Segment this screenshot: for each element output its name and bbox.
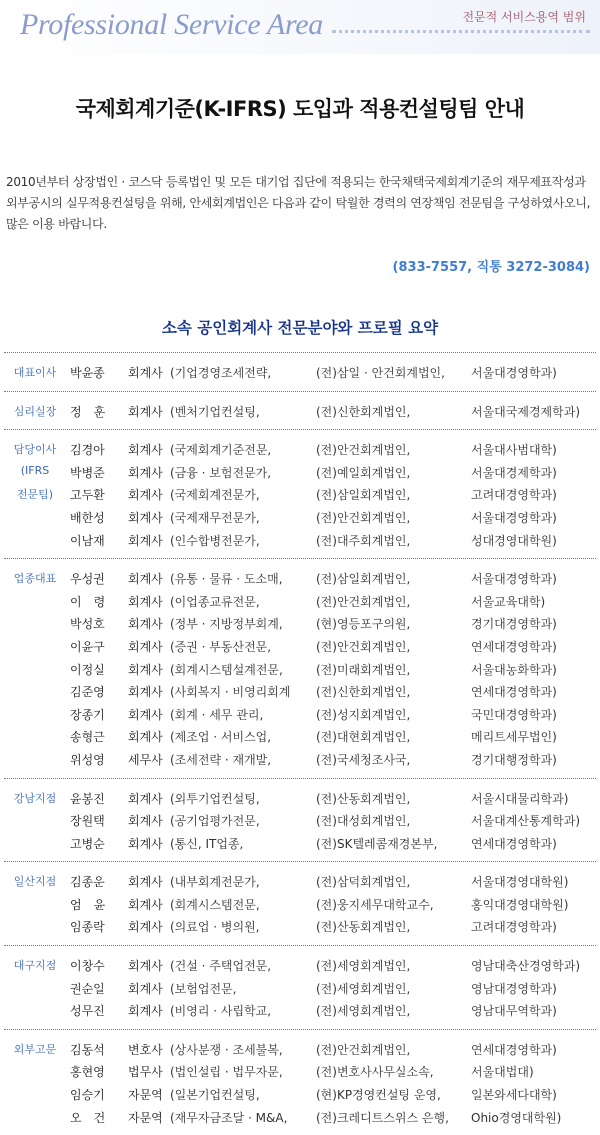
staff-row [4,567,596,590]
staff-name: 이정실 [70,662,105,677]
staff-group [4,861,596,945]
education: 영남대경영학과) [471,981,557,996]
education: 서울대경영학과) [471,510,557,525]
staff-title: 회계사 [128,730,163,745]
specialty: (재무자금조달 · M&A, [170,1110,288,1125]
education: 성대경영대학원) [471,533,557,548]
specialty: (국제재무전문가, [170,510,260,525]
specialty: (증권 · 부동산전문, [170,639,272,654]
career: (전)대현회계법인, [316,730,411,745]
staff-title: 회계사 [128,981,163,996]
career: (전)변호사사무실소속, [316,1065,434,1080]
staff-name: 오 건 [70,1110,106,1125]
staff-title: 회계사 [128,533,163,548]
career: (전)SK텔레콤재경본부, [316,836,438,851]
specialty: (건설 · 주택업전문, [170,959,272,974]
staff-row [4,893,596,916]
specialty: (상사분쟁 · 조세불복, [170,1042,283,1057]
staff-row [4,680,596,703]
staff-title: 회계사 [128,488,163,503]
staff-title: 회계사 [128,617,163,632]
staff-name: 고병순 [70,836,105,851]
staff-title: 회계사 [128,920,163,935]
staff-name: 김종운 [70,875,105,890]
education: 서울대사범대학) [471,443,557,458]
category-label: 담당이사 [13,443,57,457]
specialty: (회계시스템전문, [170,897,260,912]
category-label: 강남지점 [13,791,57,805]
staff-name: 김경아 [70,443,105,458]
staff-row [4,438,596,461]
career: (전)삼일 · 안건회계법인, [316,366,445,380]
specialty: (법인설립 · 법무자문, [170,1065,283,1080]
staff-name: 이창수 [70,959,105,974]
staff-title: 변호사 [128,1042,163,1057]
career: (전)대주회계법인, [316,533,411,548]
category-label: 전문팀) [16,488,54,502]
staff-title: 회계사 [128,662,163,677]
intro-paragraph: 2010년부터 상장법인 · 코스닥 등록법인 및 모든 대기업 집단에 적용되는 한국채택국제회계기준의 재무제표작성과 외부공시의 실무적용컨설팅을 위해, 안세회계법인은 다음과 같이 탁월한 경력의 연장책임 전문팀을 구성하였사오니, 많은 이용 바랍니다. [6,175,591,231]
staff-title: 회계사 [128,639,163,654]
education: 경기대행정학과) [471,752,557,767]
staff-title: 회계사 [128,465,163,480]
staff-group [4,945,596,1029]
staff-row [4,483,596,506]
staff-title: 회계사 [128,897,163,912]
specialty: (의료업 · 병의원, [170,920,260,935]
page-title: 국제회계기준(K-IFRS) 도입과 적용컨설팅팀 안내 [75,97,525,121]
specialty: (유통 · 물류 · 도소매, [170,572,283,587]
education: 연세대경영학과) [471,836,557,851]
staff-group [4,1029,596,1135]
banner-title: Professional Service Area [20,8,323,41]
education: 서울대국제경제학과) [471,404,581,419]
staff-title: 회계사 [128,594,163,609]
staff-name: 위성영 [70,752,105,767]
education: 서울대경제학과) [471,465,557,480]
staff-row [4,915,596,938]
staff-row [4,787,596,810]
specialty: (기업경영조세전략, [170,366,272,380]
staff-title: 회계사 [128,791,163,806]
career: (전)세영회계법인, [316,959,411,974]
category-label: 외부고문 [13,1042,57,1056]
staff-name: 박성호 [70,617,105,632]
education: 연세대경영학과) [471,639,557,654]
banner-dotted-divider [332,30,590,33]
section-title: 소속 공인회계사 전문분야와 프로필 요약 [161,319,439,337]
education: 서울대법대) [471,1065,534,1080]
staff-row [4,725,596,748]
staff-group [4,429,596,558]
staff-row [4,361,596,384]
specialty: (인수합병전문가, [170,533,260,548]
staff-name: 윤봉진 [70,791,105,806]
career: (전)산동회계법인, [316,791,411,806]
education: 서울대경영학과) [471,572,557,587]
career: (현)KP경영컨설팅 운영, [316,1088,441,1103]
staff-title: 회계사 [128,1004,163,1019]
staff-row [4,832,596,855]
specialty: (국제회계전문가, [170,488,260,503]
career: (전)신한회계법인, [316,404,411,419]
education: 국민대경영학과) [471,707,557,722]
career: (전)크레디트스위스 은행, [316,1110,449,1125]
header-banner [0,0,600,54]
education: 영남대축산경영학과) [471,959,581,974]
staff-title: 회계사 [128,959,163,974]
category-label: (IFRS [20,463,50,477]
staff-row [4,954,596,977]
staff-row [4,1038,596,1061]
staff-group [4,352,596,391]
staff-title: 회계사 [128,814,163,829]
specialty: (일본기업컨설팅, [170,1088,260,1103]
education: 서울대경영대학원) [471,875,569,890]
staff-row [4,809,596,832]
career: (전)대성회계법인, [316,814,411,829]
education: Ohio경영대학원) [471,1110,562,1125]
staff-title: 회계사 [128,572,163,587]
specialty: (공기업평가전문, [170,814,260,829]
specialty: (금융 · 보험전문가, [170,465,272,480]
staff-name: 박병준 [70,465,105,480]
staff-name: 엄 윤 [70,897,106,912]
staff-name: 이윤구 [70,639,105,654]
staff-row [4,977,596,1000]
staff-row [4,1106,596,1129]
specialty: (보험업전문, [170,981,237,996]
career: (전)안건회계법인, [316,639,411,654]
career: (전)미래회계법인, [316,662,411,677]
education: 고려대경영학과) [471,920,557,935]
staff-name: 박윤종 [70,366,105,380]
staff-row [4,590,596,613]
specialty: (조세전략 · 재개발, [170,752,272,767]
specialty: (내부회계전문가, [170,875,260,890]
banner-subtitle: 전문적 서비스용역 범위 [462,10,586,24]
staff-title: 회계사 [128,707,163,722]
staff-name: 배한성 [70,510,105,525]
career: (전)삼일회계법인, [316,572,411,587]
education: 일본와세다대학) [471,1088,557,1103]
education: 서울대계산통계학과) [471,814,581,829]
specialty: (정부 · 지방정부회계, [170,617,283,632]
staff-row [4,529,596,552]
staff-row [4,400,596,423]
staff-name: 성무진 [70,1004,105,1019]
career: (전)안건회계법인, [316,443,411,458]
staff-row [4,461,596,484]
staff-row [4,999,596,1022]
specialty: (회계 · 세무 관리, [170,707,264,722]
education: 서울대경영학과) [471,366,557,380]
career: (현)영등포구의원, [316,617,411,632]
career: (전)세영회계법인, [316,981,411,996]
staff-group [4,391,596,430]
staff-name: 이 령 [70,594,106,609]
category-label: 심리실장 [13,404,57,418]
education: 연세대경영학과) [471,1042,557,1057]
staff-name: 이남재 [70,533,105,548]
specialty: (외투기업컨설팅, [170,791,260,806]
staff-row [4,748,596,771]
education: 서울대농화학과) [471,662,557,677]
career: (전)성지회계법인, [316,707,411,722]
staff-name: 임승기 [70,1088,105,1103]
staff-row [4,870,596,893]
staff-name: 임종락 [70,920,105,935]
staff-name: 김동석 [70,1042,105,1057]
staff-row [4,506,596,529]
career: (전)세영회계법인, [316,1004,411,1019]
career: (전)웅지세무대학교수, [316,897,434,912]
specialty: (국제회계기준전문, [170,443,272,458]
staff-title: 회계사 [128,366,163,380]
staff-title: 법무사 [128,1065,163,1080]
staff-row [4,1060,596,1083]
education: 서울교육대학) [471,594,546,609]
specialty: (이업종교류전문, [170,594,260,609]
staff-row [4,658,596,681]
staff-title: 세무사 [128,752,163,767]
staff-title: 회계사 [128,875,163,890]
career: (전)삼일회계법인, [316,488,411,503]
staff-name: 장원택 [70,814,105,829]
staff-list [4,352,596,1135]
specialty: (벤처기업컨설팅, [170,404,260,419]
staff-name: 우성권 [70,572,105,587]
staff-row [4,612,596,635]
staff-name: 장종기 [70,707,105,722]
career: (전)예일회계법인, [316,465,411,480]
staff-title: 회계사 [128,685,163,700]
education: 연세대경영학과) [471,685,557,700]
category-label: 일산지점 [13,875,57,889]
specialty: (회계시스템설계전문, [170,662,283,677]
category-label: 업종대표 [13,572,57,586]
staff-title: 회계사 [128,404,163,419]
category-label: 대표이사 [13,366,57,379]
career: (전)신한회계법인, [316,685,411,700]
staff-title: 회계사 [128,510,163,525]
career: (전)안건회계법인, [316,1042,411,1057]
staff-name: 김준영 [70,685,105,700]
specialty: (비영리 · 사립학교, [170,1004,272,1019]
education: 서울시대물리학과) [471,791,569,806]
career: (전)국세청조사국, [316,752,411,767]
staff-name: 정 훈 [70,404,106,419]
career: (전)안건회계법인, [316,594,411,609]
staff-name: 고두환 [70,488,105,503]
staff-title: 자문역 [128,1088,163,1103]
category-label: 대구지점 [13,959,57,973]
education: 고려대경영학과) [471,488,557,503]
staff-name: 홍현영 [70,1065,105,1080]
specialty: (사회복지 · 비영리회계 [170,685,291,700]
staff-name: 권순일 [70,981,105,996]
staff-title: 회계사 [128,443,163,458]
specialty: (통신, IT업종, [170,836,244,851]
career: (전)안건회계법인, [316,510,411,525]
education: 영남대무역학과) [471,1004,557,1019]
specialty: (제조업 · 서비스업, [170,730,272,745]
education: 경기대경영학과) [471,617,557,632]
staff-title: 자문역 [128,1110,163,1125]
career: (전)삼덕회계법인, [316,875,411,890]
staff-row [4,703,596,726]
staff-name: 송형근 [70,730,105,745]
staff-group [4,778,596,862]
contact-phone: (833-7557, 직통 3272-3084) [392,260,590,275]
staff-row [4,635,596,658]
education: 메리트세무법인) [471,730,557,745]
career: (전)산동회계법인, [316,920,411,935]
staff-row [4,1083,596,1106]
staff-group [4,558,596,777]
staff-title: 회계사 [128,836,163,851]
education: 홍익대경영대학원) [471,897,569,912]
